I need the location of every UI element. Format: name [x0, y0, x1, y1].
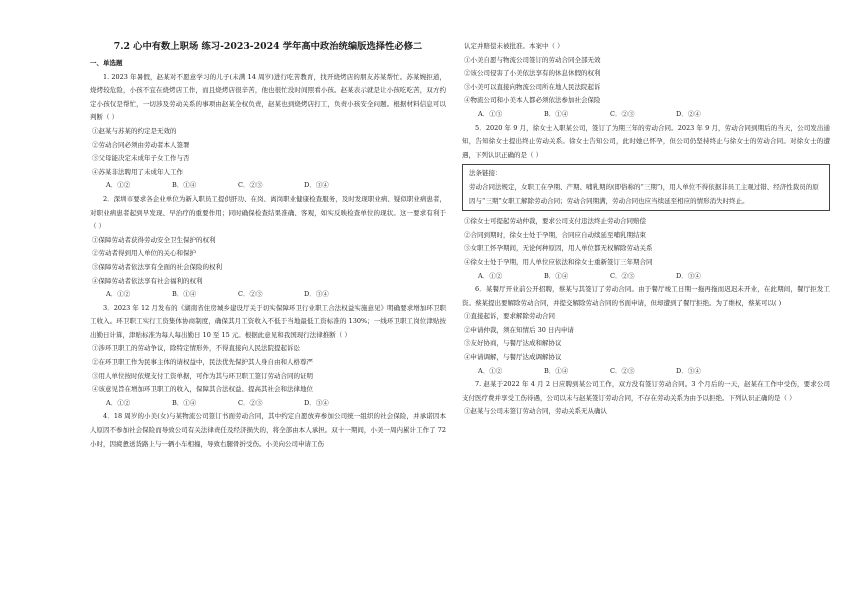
q6-choice-a: A．①②: [478, 366, 503, 375]
q2-option-1: ①保障劳动者获得劳动安全卫生保护的权利: [92, 235, 216, 244]
q3-choices: [90, 397, 446, 411]
q5-choice-a: A．①②: [478, 271, 503, 280]
q2-choice-c: C．②③: [238, 290, 263, 299]
q1-choices: [90, 179, 446, 193]
q1-option-1: ①赵某与苏某的约定是无效的: [92, 126, 177, 135]
q2-option-3: ③保障劳动者依法享有全面的社会保险的权利: [92, 262, 222, 271]
q6-option-3: ③友好协商，与餐厅达成和解协议: [464, 339, 562, 348]
q4-choice-c: C．②③: [610, 109, 635, 118]
law-link-text: 劳动合同法规定，女职工在孕期、产期、哺乳期的(即俗称的“三期”)，用人单位不得依据非员工主观过错、经济性裁员的原因与“三期”女职工解除劳动合同；劳动合同期满，劳动合同也应当续延至相应的情形消失时终止。: [469, 182, 819, 205]
q3-option-3: ③用人单位按时依规支付工资单据，可作为其与环卫职工签订劳动合同的证明: [92, 371, 313, 380]
q1-choice-a: A．①②: [106, 181, 131, 190]
q1-option-4: ④苏某非法聘用了未成年人工作: [92, 167, 183, 176]
q3-option-4: ④该意见旨在增加环卫职工的收入，保障其合法权益、提高其社会和法律地位: [92, 385, 313, 394]
q6-choices: [462, 365, 830, 379]
q7-option-1: ①赵某与公司未签订劳动合同，劳动关系无从确认: [464, 407, 607, 416]
q6-option-1: ①直接起诉，要求解除劳动合同: [464, 312, 555, 321]
q2-choice-a: A．①②: [106, 290, 131, 299]
question-1: 1. 2023 年暑假，赵某对不愿意学习的儿子(未满 14 周岁)进行吃苦教育，找开烧烤店的朋友苏某帮忙。苏某婉拒道，烧烤较危险，小孩不宜在烧烤店工作，而且烧烤店很辛苦，他也很忙没时间照看小孩。赵某表示就是让小孩吃吃苦，双方约定小孩仅是帮忙，一切涉及劳动关系的事项由赵某全权负责，赵某也到烧烤店打工，负责小孩安全问题。根据材料信息可以判断（ ）: [90, 72, 446, 122]
q3-choice-c: C．②③: [238, 398, 263, 407]
q3-choice-a: A．①②: [106, 398, 131, 407]
q1-choice-b: B．①④: [172, 181, 197, 190]
q3-choice-d: D．③④: [304, 398, 329, 407]
q2-choice-b: B．①④: [172, 290, 197, 299]
q2-choices: [90, 288, 446, 302]
q2-option-2: ②劳动者得到用人单位的关心和保护: [92, 249, 196, 258]
q5-choice-b: B．①④: [544, 271, 569, 280]
law-link-heading: 法条链接：: [469, 169, 502, 178]
left-column: [90, 0, 446, 451]
question-7: 7. 赵某于2022 年 4 月 2 日应聘到某公司工作，双方没有签订劳动合同。3 个月后的一天，赵某在工作中受伤，要求公司支付医疗费并享受工伤待遇，公司以未与赵某签订劳动合同，不存在劳动关系为由予以拒绝。下列认识正确的是（ ）: [462, 380, 830, 402]
q4-choice-a: A．①③: [478, 109, 503, 118]
q4-choices: [462, 108, 830, 122]
question-5: 5．2020 年 9 月，徐女士入职某公司，签订了为期三年的劳动合同。2023 年 9 月，劳动合同到期后的当天，公司发出通知，告知徐女士提出终止劳动关系。徐女士告知公司，此时她已怀孕，但公司仍坚持终止与徐女士的劳动合同。对徐女士的遭遇，下列认识正确的是（ ）: [462, 123, 830, 159]
q3-choice-b: B．①④: [172, 398, 197, 407]
q3-option-2: ②在环卫职工作为民事主体的请权益中，民法优先保护其人身自由和人格尊严: [92, 358, 313, 367]
question-2: 2．深圳市要求各企业单位为新入职员工提供肝功、在岗、离岗职业健康检查服务，及时发现职业病、疑似职业病患者，对职业病患者起到早发现、早治疗的重要作用；同时确保检查结果准确、客观，如实反映检查单位的现状。这一要求有利于（ ）: [90, 194, 446, 231]
q5-choices: [462, 270, 830, 284]
q4-option-1: ①小美自愿与物流公司签订的劳动合同全部无效: [464, 55, 601, 64]
q5-option-2: ②合同到期时，徐女士处于孕期，合同应自动续延至哺乳期结束: [464, 230, 646, 239]
q6-choice-b: B．①④: [544, 366, 569, 375]
q6-option-2: ②申请仲裁，须在知情后 30 日内申请: [464, 325, 574, 334]
q6-option-4: ④申请调解，与餐厅达成调解协议: [464, 353, 562, 362]
q1-choice-c: C．②③: [238, 181, 263, 190]
q5-choice-c: C．②③: [610, 271, 635, 280]
q3-option-1: ①涉环卫职工的劳动争议，除特定情形外，不得直接向人民法院提起诉讼: [92, 344, 300, 353]
q2-option-4: ④保障劳动者依法享有社会福利的权利: [92, 276, 203, 285]
q4-option-2: ②该公司侵害了小美依法享有的休息休假的权利: [464, 69, 601, 78]
q4-choice-d: D．②④: [676, 109, 701, 118]
q5-option-1: ①徐女士可提起劳动仲裁，要求公司支付违法终止劳动合同赔偿: [464, 217, 646, 226]
q2-choice-d: D．③④: [304, 290, 329, 299]
q5-option-3: ③女职工怀孕期间，无论何种原因，用人单位都无权解除劳动关系: [464, 244, 653, 253]
q1-choice-d: D．③④: [304, 181, 329, 190]
law-link-box: [462, 164, 830, 211]
section-heading: 一、单选题: [90, 59, 123, 67]
q5-option-4: ④徐女士处于孕期，用人单位应依法和徐女士重新签订三年期合同: [464, 257, 653, 266]
q4-option-4: ④物流公司和小美本人都必须依法参加社会保险: [464, 96, 601, 105]
q6-choice-c: C．②③: [610, 366, 635, 375]
q6-choice-d: D．③④: [676, 366, 701, 375]
question-4-continued: 认定并赔偿未被批准。本案中（ ）: [464, 42, 564, 50]
q1-option-2: ②劳动合同必须由劳动者本人签署: [92, 140, 190, 149]
q5-choice-d: D．③④: [676, 271, 701, 280]
q4-option-3: ③小美可以直接向物流公司所在地人民法院起诉: [464, 82, 601, 91]
q1-option-3: ③父母能决定未成年子女工作与否: [92, 154, 190, 163]
question-3: 3．2023 年 12 月发布的《湖南省住房城乡建设厅关于切实保障环卫行业职工合法权益实施意见》明确要求增加环卫职工收入。环卫职工实行工资集体协商制度，确保其月工资收入不低于当地最低工资标准的 130%；一线环卫职工岗位津贴按出勤日计算，津贴标准为每人每出勤日 10 至 15 元。根据此意见和我国现行法律推断（ ）: [90, 303, 446, 339]
question-4: 4．18 周岁的小美(女)与某物流公司签订书面劳动合同，其中约定自愿放弃参加公司统一组织的社会保险，并承诺因本人原因不参加社会保险而导致公司有关法律责任及经济损失的，将全部由本人承担。双十一期间，小美一周内累计工作了 72 小时，因疲惫送货路上与一辆小车相撞，导致右腿骨折受伤。小美向公司申请工伤: [90, 412, 446, 448]
right-column: [462, 40, 830, 419]
question-6: 6．某餐厅开业前公开招聘，蔡某与其签订了劳动合同。由于餐厅竣工日期一拖再拖而迟迟未开业，在此期间，餐厅拒发工资。蔡某提出要解除劳动合同，并提交解除劳动合同的书面申请，但却遭到了餐厅拒绝。为了维权，蔡某可以( ): [462, 285, 830, 307]
q4-choice-b: B．①④: [544, 109, 569, 118]
document-title: 7.2 心中有数上职场 练习-2023-2024 学年高中政治统编版选择性必修二: [113, 41, 423, 52]
